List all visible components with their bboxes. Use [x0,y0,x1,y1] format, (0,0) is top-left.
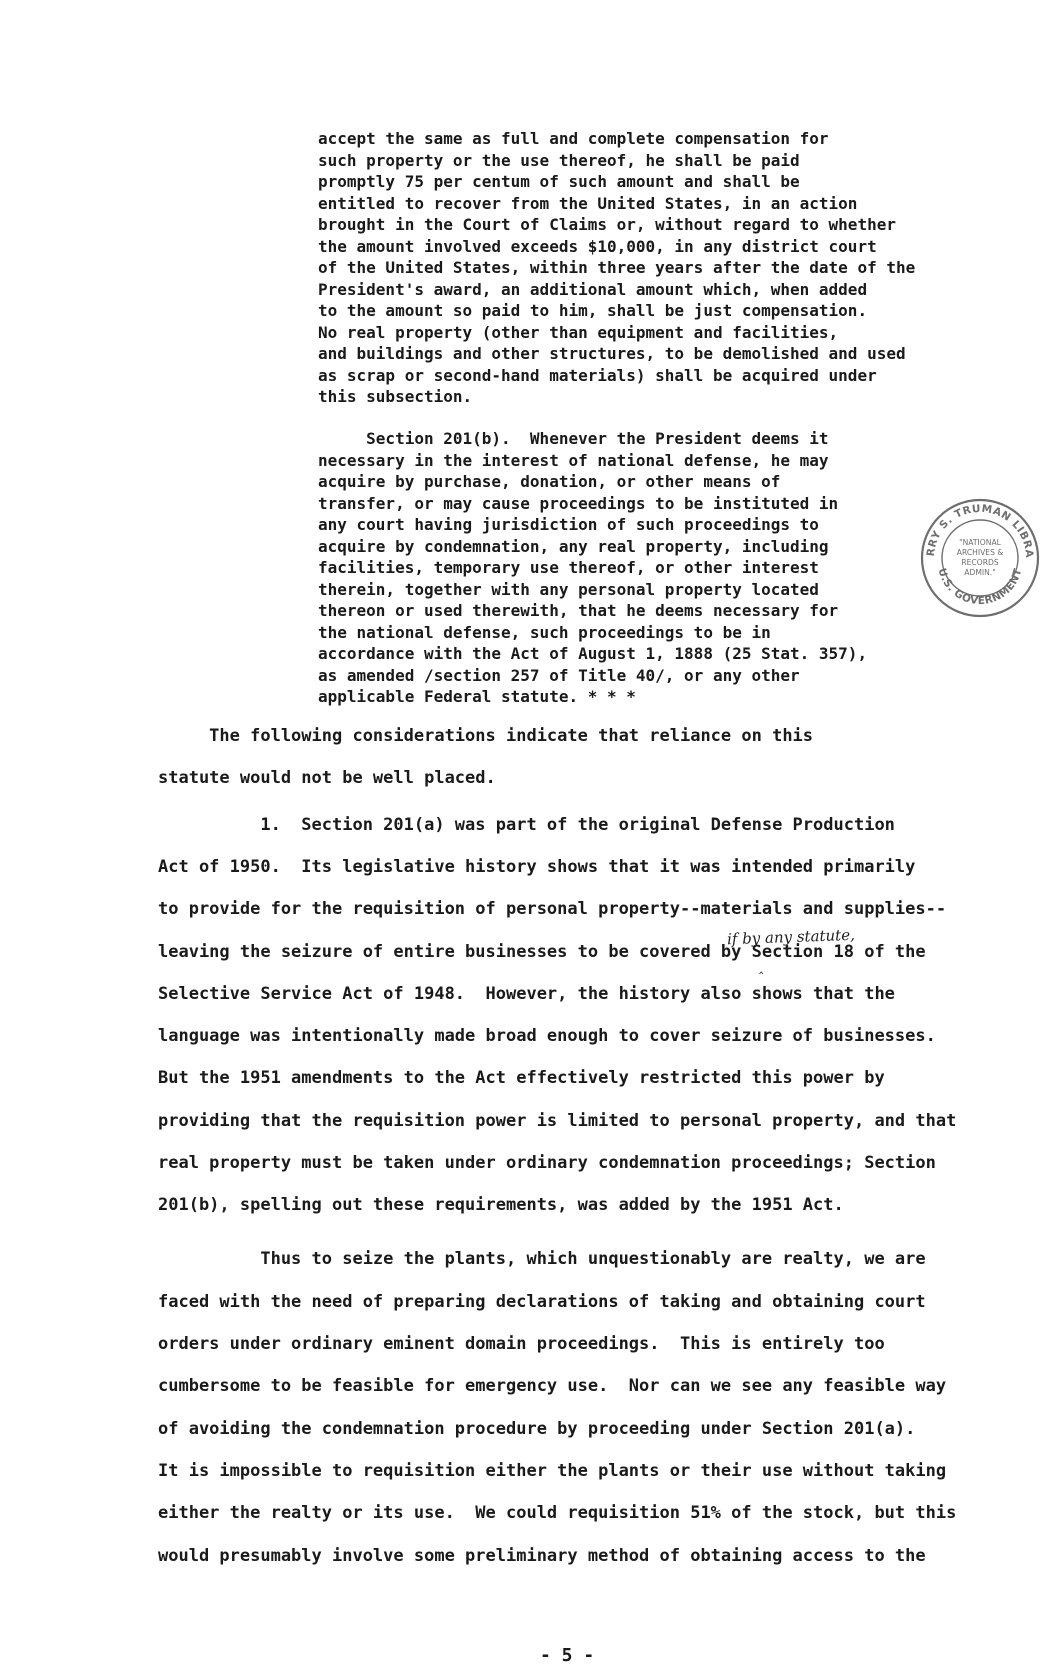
stamp-center-line: ADMIN." [964,568,996,577]
text-line: the amount involved exceeds $10,000, in any district court [318,236,877,256]
stamp-ring-text: RRY S. TRUMAN LIBRA [924,502,1036,559]
text-line: as scrap or second-hand materials) shall be acquired under [318,365,877,385]
body-line: cumbersome to be feasible for emergency use. Nor can we see any feasible way [158,1376,947,1396]
text-line: and buildings and other structures, to be demolished and used [318,344,906,363]
body-line: providing that the requisition power is limited to personal property, and that [158,1111,957,1131]
body-line: Thus to seize the plants, which unquestionably are realty, we are [158,1249,926,1269]
body-line: of avoiding the condemnation procedure by proceeding under Section 201(a). [158,1419,916,1439]
body-line: It is impossible to requisition either the plants or their use without taking [158,1461,947,1481]
stamp-center-line: ARCHIVES & [956,548,1004,557]
body-line: Act of 1950. Its legislative history shows that it was intended primarily [158,857,916,877]
body-line: statute would not be well placed. [158,768,496,788]
insertion-caret-icon: ‸ [759,960,764,975]
handwritten-insertion: if by any statute, [726,925,856,949]
stamp-center-line: RECORDS [961,558,999,567]
text-line: facilities, temporary use thereof, or other interest [318,558,819,577]
body-line: faced with the need of preparing declarations of taking and obtaining court [158,1292,926,1312]
text-line: President's award, an additional amount which, when added [318,279,868,299]
page-number: - 5 - [540,1645,595,1666]
body-line: The following considerations indicate that reliance on this [158,726,814,746]
text-line: No real property (other than equipment and facilities, [318,322,839,342]
text-line: of the United States, within three years after the date of the [318,258,916,277]
text-line: necessary in the interest of national defense, he may [318,450,829,470]
archive-stamp [918,496,1042,620]
text-line: acquire by purchase, donation, or other means of [318,472,781,491]
body-line: would presumably involve some preliminary method of obtaining access to the [158,1546,926,1566]
body-line: to provide for the requisition of personal property--materials and supplies-- [158,899,947,919]
stamp-center-line: "NATIONAL [959,538,1001,547]
text-line: to the amount so paid to him, shall be just compensation. [318,301,868,320]
text-line: thereon or used therewith, that he deems necessary for [318,601,839,620]
text-line: as amended /section 257 of Title 40/, or any other [318,665,800,685]
text-line: therein, together with any personal property located [318,579,819,599]
body-line: 1. Section 201(a) was part of the original Defense Production [158,815,895,835]
text-line: Section 201(b). Whenever the President deems it [318,429,829,448]
text-line: this subsection. [318,387,473,406]
text-line: such property or the use thereof, he shall be paid [318,150,800,170]
body-line: But the 1951 amendments to the Act effectively restricted this power by [158,1068,885,1088]
text-line: acquire by condemnation, any real property, including [318,536,829,556]
text-line: accordance with the Act of August 1, 1888 (25 Stat. 357), [318,644,868,663]
stamp-bottom-text: U.S. GOVERNMENT [935,566,1025,608]
text-line: the national defense, such proceedings to be in [318,622,771,642]
body-line: orders under ordinary eminent domain proceedings. This is entirely too [158,1334,885,1354]
text-line: applicable Federal statute. * * * [318,687,636,706]
text-line: accept the same as full and complete compensation for [318,129,829,148]
body-line: leaving the seizure of entire businesses to be covered by Section 18 of the [158,942,926,962]
body-line: real property must be taken under ordinary condemnation proceedings; Section [158,1153,936,1173]
body-line: language was intentionally made broad enough to cover seizure of businesses. [158,1026,936,1046]
text-line: any court having jurisdiction of such proceedings to [318,515,819,534]
body-line: 201(b), spelling out these requirements, was added by the 1951 Act. [158,1195,844,1215]
body-line: either the realty or its use. We could requisition 51% of the stock, but this [158,1503,957,1523]
text-line: brought in the Court of Claims or, without regard to whether [318,215,896,234]
archive-stamp-seal [918,496,1042,620]
text-line: transfer, or may cause proceedings to be instituted in [318,493,839,513]
quoted-statute-201b [318,428,998,708]
text-line: promptly 75 per centum of such amount and shall be [318,172,800,191]
text-line: entitled to recover from the United States, in an action [318,193,858,213]
body-line: Selective Service Act of 1948. However, the history also shows that the [158,984,895,1004]
quoted-statute-201a [318,128,998,408]
